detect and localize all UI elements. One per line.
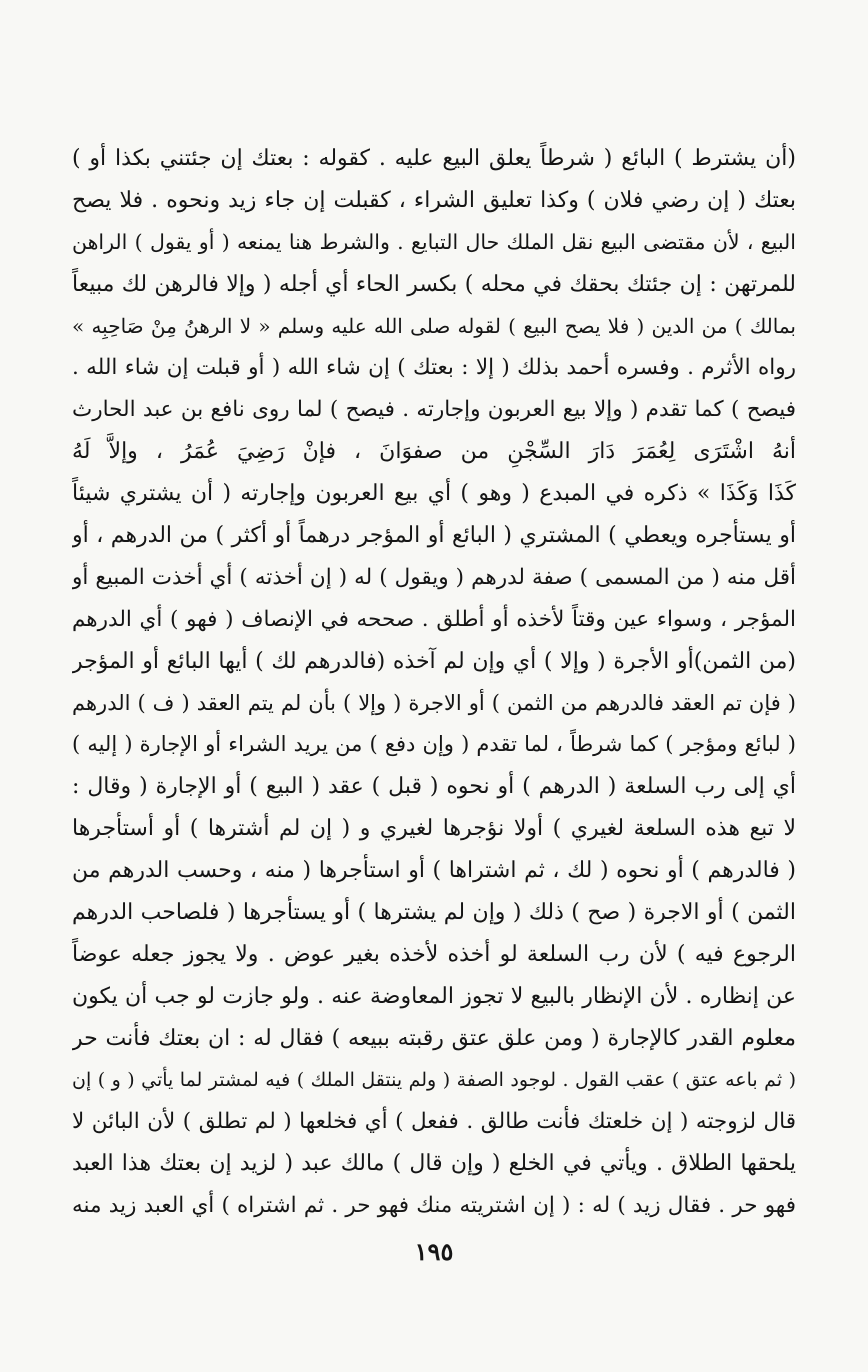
text-line: رواه الأثرم . وفسره أحمد بذلك ( إلا : بعتك ) إن شاء الله ( أو قبلت إن شاء الله . — [72, 355, 796, 381]
text-line: ( لبائع ومؤجر ) كما شرطاً ، لما تقدم ( وإن دفع ) من يريد الشراء أو الإجارة ( إليه ) — [72, 732, 796, 757]
text-line: كَذَا وَكَذَا » ذكره في المبدع ( وهو ) أي بيع العربون وإجارته ( أن يشتري شيئاً — [72, 481, 796, 507]
text-line: ( فإن تم العقد فالدرهم من الثمن ) أو الاجرة ( وإلا ) بأن لم يتم العقد ( ف ) الدرهم — [72, 690, 796, 715]
text-line: الثمن ) أو الاجرة ( صح ) ذلك ( وإن لم يشترها ) أو يستأجرها ( فلصاحب الدرهم — [72, 900, 796, 926]
text-line: قال لزوجته ( إن خلعتك فأنت طالق . ففعل ) أي فخلعها ( لم تطلق ) لأن البائن لا — [72, 1109, 796, 1135]
text-line: عن إنظاره . لأن الإنظار بالبيع لا تجوز المعاوضة عنه . ولو جازت لو جب أن يكون — [72, 983, 796, 1009]
text-line: معلوم القدر كالإجارة ( ومن علق عتق رقبته ببيعه ) فقال له : ان بعتك فأنت حر — [72, 1025, 796, 1051]
text-line: (أن يشترط ) البائع ( شرطاً يعلق البيع عليه . كقوله : بعتك إن جئتني بكذا أو ) — [72, 146, 796, 171]
text-line: أي إلى رب السلعة ( الدرهم ) أو نحوه ( قبل ) عقد ( البيع ) أو الإجارة ( وقال : — [72, 774, 796, 800]
page-number: ١٩٥ — [414, 1237, 454, 1266]
text-line: البيع ، لأن مقتضى البيع نقل الملك حال التبايع . والشرط هنا يمنعه ( أو يقول ) الراهن — [72, 229, 796, 254]
text-line: بمالك ) من الدين ( فلا يصح البيع ) لقوله صلى الله عليه وسلم « لا الرهنُ مِنْ صَاحِبِه » — [72, 313, 796, 338]
text-line: المؤجر ، وسواء عين وقتاً لأخذه أو أطلق . صححه في الإنصاف ( فهو ) أي الدرهم — [72, 606, 796, 632]
text-line: أو يستأجره ويعطي ) المشتري ( البائع أو المؤجر درهماً أو أكثر ) من الدرهم ، أو — [72, 523, 796, 549]
text-line: الرجوع فيه ) لأن رب السلعة لو أخذه لأخذه بغير عوض . ولا يجوز جعله عوضاً — [72, 941, 796, 967]
text-line: للمرتهن : إن جئتك بحقك في محله ) بكسر الحاء أي أجله ( وإلا فالرهن لك مبيعاً — [72, 271, 796, 297]
text-line: أنهُ اشْتَرَى لِعُمَرَ دَارَ السِّجْنِ من صفوَانَ ، فإنْ رَضِيَ عُمَرُ ، وإلاَّ لَهُ — [72, 439, 796, 465]
text-line: بعتك ( إن رضي فلان ) وكذا تعليق الشراء ، كقبلت إن جاء زيد ونحوه . فلا يصح — [72, 187, 796, 213]
text-line: فهو حر . فقال زيد ) له : ( إن اشتريته منك فهو حر . ثم اشتراه ) أي العبد زيد منه — [72, 1193, 796, 1219]
text-line: يلحقها الطلاق . ويأتي في الخلع ( وإن قال ) مالك عبد ( لزيد إن بعتك هذا العبد — [72, 1151, 796, 1177]
text-line: أقل منه ( من المسمى ) صفة لدرهم ( ويقول ) له ( إن أخذته ) أي أخذت المبيع أو — [72, 564, 796, 590]
text-line: (من الثمن)أو الأجرة ( وإلا ) أي وإن لم آخذه (فالدرهم لك ) أيها البائع أو المؤجر — [72, 648, 796, 674]
text-line: لا تبع هذه السلعة لغيري ) أولا نؤجرها لغيري و ( إن لم أشترها ) أو أستأجرها — [72, 816, 796, 842]
text-line: فيصح ) كما تقدم ( وإلا بيع العربون وإجارته . فيصح ) لما روى نافع بن عبد الحارث — [72, 397, 796, 423]
text-line: ( فالدرهم ) أو نحوه ( لك ، ثم اشتراها ) أو استأجرها ( منه ، وحسب الدرهم من — [72, 858, 796, 884]
body-text — [72, 138, 796, 1227]
text-line: ( ثم باعه عتق ) عقب القول . لوجود الصفة ( ولم ينتقل الملك ) فيه لمشتر لما يأتي ( و ) إن — [72, 1068, 796, 1091]
